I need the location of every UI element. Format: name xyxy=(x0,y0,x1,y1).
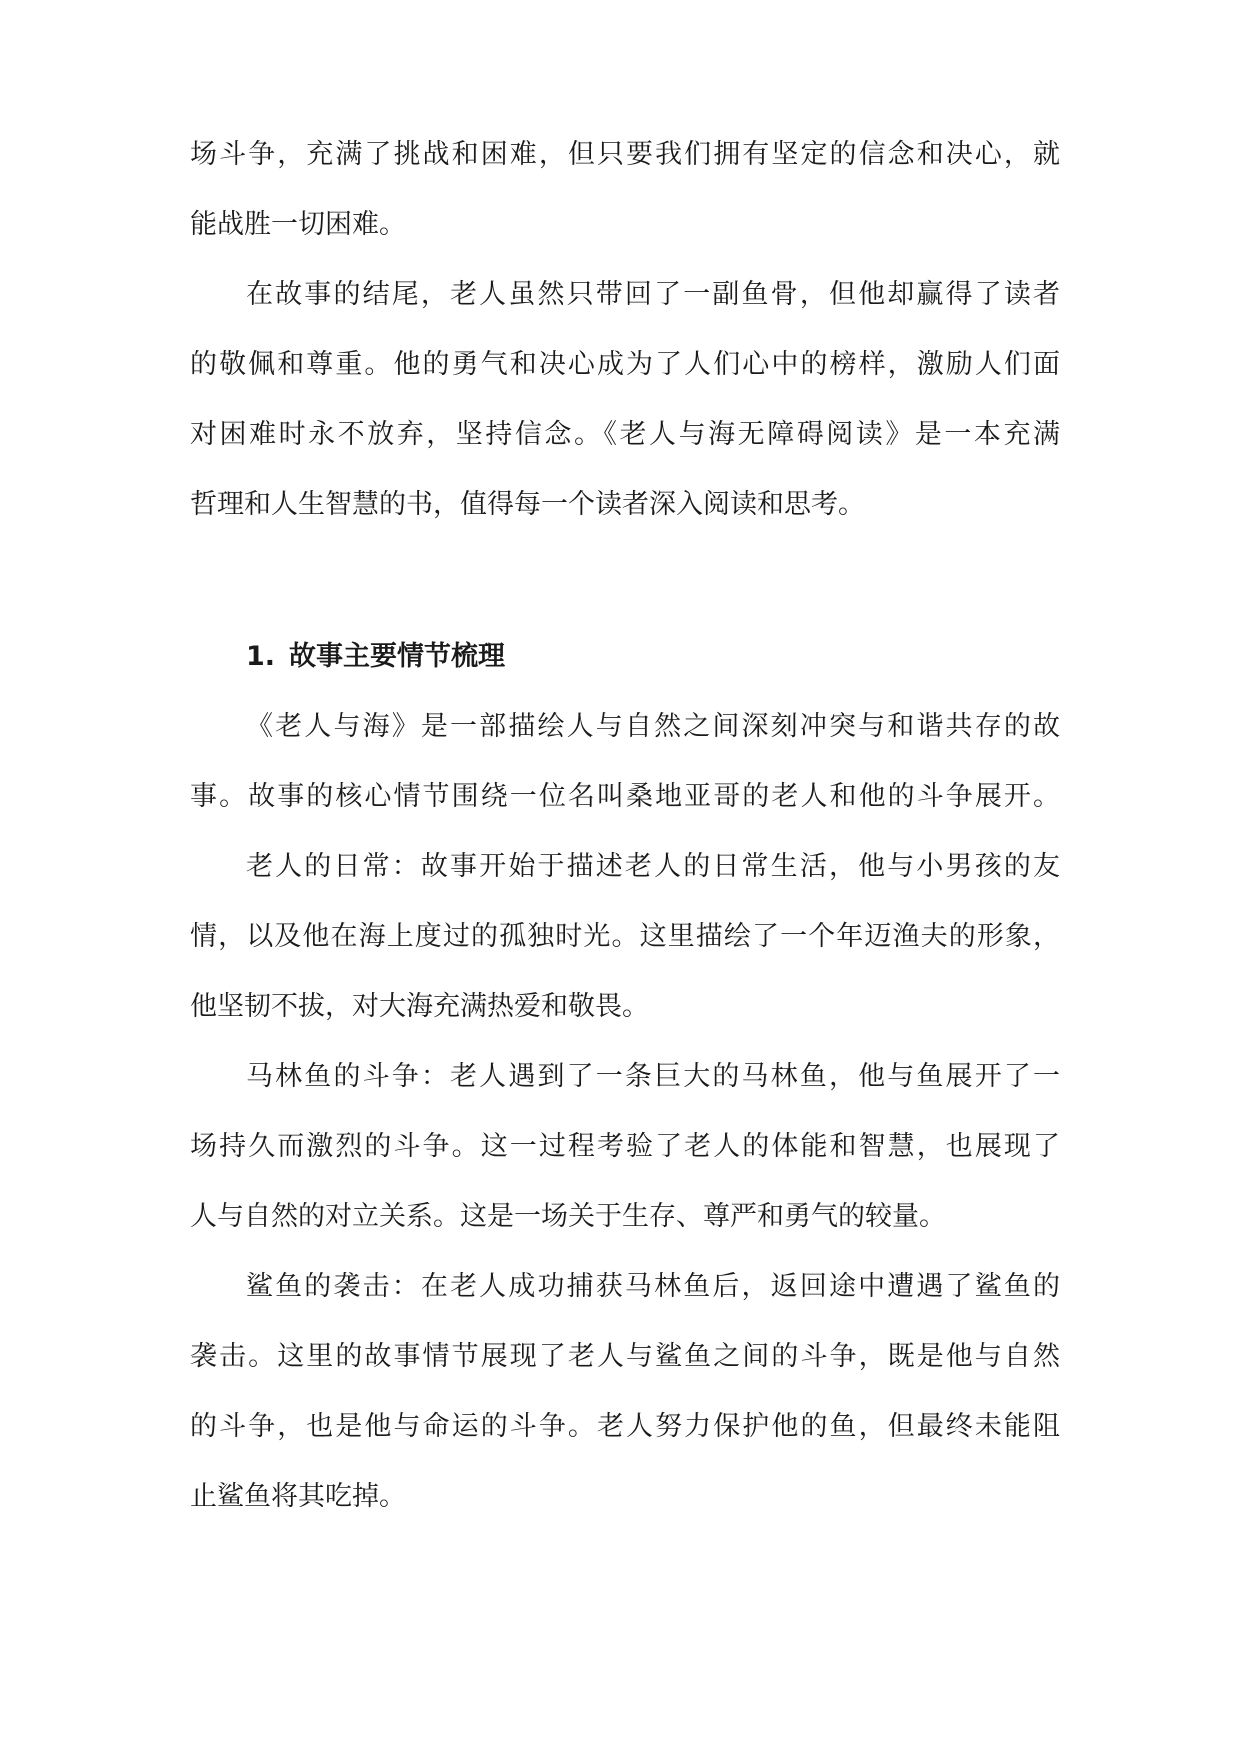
paragraph-line: 能战胜一切困难。 xyxy=(190,209,406,240)
paragraph-line: 他坚韧不拔，对大海充满热爱和敬畏。 xyxy=(190,991,649,1022)
body-text-top xyxy=(190,120,1060,540)
section-heading xyxy=(246,622,505,692)
paragraph-line: 止鲨鱼将其吃掉。 xyxy=(190,1481,406,1512)
section-number: 1. xyxy=(246,641,276,672)
paragraph-line: 袭击。这里的故事情节展现了老人与鲨鱼之间的斗争，既是他与自然 xyxy=(190,1341,1060,1372)
paragraph-line: 事。故事的核心情节围绕一位名叫桑地亚哥的老人和他的斗争展开。 xyxy=(190,781,1060,812)
paragraph-line: 《老人与海》是一部描绘人与自然之间深刻冲突与和谐共存的故 xyxy=(246,711,1060,742)
body-text-bottom xyxy=(190,692,1060,1532)
paragraph-line: 鲨鱼的袭击：在老人成功捕获马林鱼后，返回途中遭遇了鲨鱼的 xyxy=(246,1271,1060,1302)
paragraph-line: 哲理和人生智慧的书，值得每一个读者深入阅读和思考。 xyxy=(190,489,865,520)
paragraph-line: 的敬佩和尊重。他的勇气和决心成为了人们心中的榜样，激励人们面 xyxy=(190,349,1060,380)
paragraph-line: 人与自然的对立关系。这是一场关于生存、尊严和勇气的较量。 xyxy=(190,1201,946,1232)
paragraph-line: 的斗争，也是他与命运的斗争。老人努力保护他的鱼，但最终未能阻 xyxy=(190,1411,1060,1442)
paragraph-line: 场斗争，充满了挑战和困难，但只要我们拥有坚定的信念和决心，就 xyxy=(190,139,1060,170)
section-title: 故事主要情节梳理 xyxy=(289,641,506,672)
paragraph-line: 场持久而激烈的斗争。这一过程考验了老人的体能和智慧，也展现了 xyxy=(190,1131,1060,1162)
paragraph-line: 对困难时永不放弃，坚持信念。《老人与海无障碍阅读》是一本充满 xyxy=(190,419,1060,450)
paragraph-line: 老人的日常：故事开始于描述老人的日常生活，他与小男孩的友 xyxy=(246,851,1060,882)
paragraph-line: 马林鱼的斗争：老人遇到了一条巨大的马林鱼，他与鱼展开了一 xyxy=(246,1061,1060,1092)
paragraph-line: 在故事的结尾，老人虽然只带回了一副鱼骨，但他却赢得了读者 xyxy=(246,279,1060,310)
paragraph-line: 情，以及他在海上度过的孤独时光。这里描绘了一个年迈渔夫的形象， xyxy=(190,921,1060,952)
